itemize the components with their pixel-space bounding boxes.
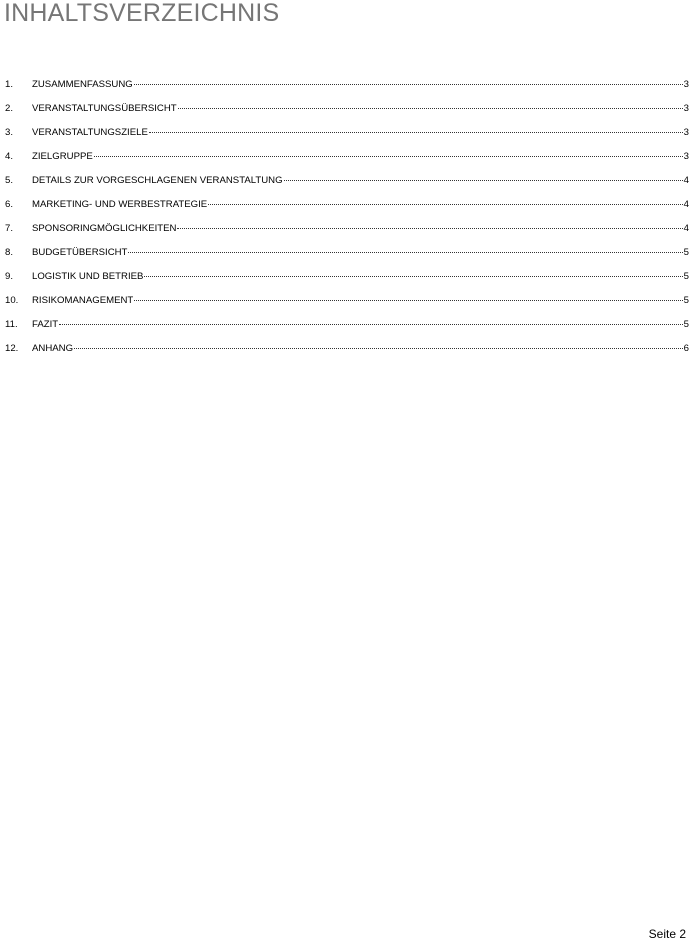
toc-entry-text[interactable]: VERANSTALTUNGSÜBERSICHT	[32, 103, 177, 114]
toc-dot-leader	[134, 288, 682, 301]
toc-entry-text[interactable]: DETAILS ZUR VORGESCHLAGENEN VERANSTALTUNG	[32, 175, 283, 186]
toc-dot-leader	[284, 168, 683, 181]
toc-entry-number: 7.	[5, 223, 14, 234]
toc-entry-page: 5	[683, 319, 689, 330]
toc-dot-leader	[208, 192, 682, 205]
toc-entry-number: 6.	[5, 199, 14, 210]
toc-entry-text[interactable]: VERANSTALTUNGSZIELE	[32, 127, 148, 138]
toc-entry[interactable]	[5, 146, 689, 170]
toc-entry-number: 1.	[5, 79, 14, 90]
toc-entry[interactable]	[5, 242, 689, 266]
toc-entry-page: 4	[683, 199, 689, 210]
toc-entry-text[interactable]: ZIELGRUPPE	[32, 151, 93, 162]
page-title: INHALTSVERZEICHNIS	[4, 0, 280, 27]
toc-entry-page: 3	[683, 127, 689, 138]
toc-entry-text[interactable]: LOGISTIK UND BETRIEB	[32, 271, 144, 282]
toc-entry-text[interactable]: ANHANG	[32, 343, 74, 354]
toc-entry-text[interactable]: BUDGETÜBERSICHT	[32, 247, 128, 258]
toc-entry-text[interactable]: FAZIT	[32, 319, 59, 330]
toc-entry-page: 3	[683, 151, 689, 162]
toc-entry[interactable]	[5, 314, 689, 338]
toc-entry[interactable]	[5, 338, 689, 362]
toc-entry-page: 5	[683, 295, 689, 306]
toc-entry-page: 4	[683, 223, 689, 234]
toc-dot-leader	[59, 312, 683, 325]
toc-dot-leader	[144, 264, 682, 277]
toc-entry[interactable]	[5, 266, 689, 290]
toc-entry-text[interactable]: RISIKOMANAGEMENT	[32, 295, 134, 306]
toc-entry-text[interactable]: SPONSORINGMÖGLICHKEITEN	[32, 223, 177, 234]
table-of-contents	[5, 74, 689, 362]
toc-entry-number: 12.	[5, 343, 19, 354]
toc-entry[interactable]	[5, 170, 689, 194]
toc-entry-number: 5.	[5, 175, 14, 186]
toc-entry-text[interactable]: MARKETING- UND WERBESTRATEGIE	[32, 199, 208, 210]
toc-entry-number: 11.	[5, 319, 18, 330]
toc-entry[interactable]	[5, 194, 689, 218]
toc-entry[interactable]	[5, 74, 689, 98]
toc-dot-leader	[177, 216, 682, 229]
toc-dot-leader	[74, 336, 683, 349]
toc-dot-leader	[178, 96, 683, 109]
toc-entry-page: 3	[683, 79, 689, 90]
toc-entry[interactable]	[5, 218, 689, 242]
toc-entry-page: 5	[683, 271, 689, 282]
toc-entry[interactable]	[5, 290, 689, 314]
page-number-footer: Seite 2	[648, 927, 686, 941]
toc-entry-number: 8.	[5, 247, 14, 258]
toc-dot-leader	[128, 240, 682, 253]
toc-entry-number: 10.	[5, 295, 19, 306]
toc-entry-number: 3.	[5, 127, 14, 138]
toc-entry-number: 4.	[5, 151, 14, 162]
toc-entry-page: 5	[683, 247, 689, 258]
toc-entry-page: 3	[683, 103, 689, 114]
toc-entry-number: 9.	[5, 271, 14, 282]
toc-entry[interactable]	[5, 122, 689, 146]
toc-entry-text[interactable]: ZUSAMMENFASSUNG	[32, 79, 133, 90]
toc-dot-leader	[134, 72, 683, 85]
toc-entry[interactable]	[5, 98, 689, 122]
toc-dot-leader	[94, 144, 683, 157]
toc-dot-leader	[149, 120, 683, 133]
toc-entry-page: 6	[683, 343, 689, 354]
toc-entry-page: 4	[683, 175, 689, 186]
toc-entry-number: 2.	[5, 103, 14, 114]
